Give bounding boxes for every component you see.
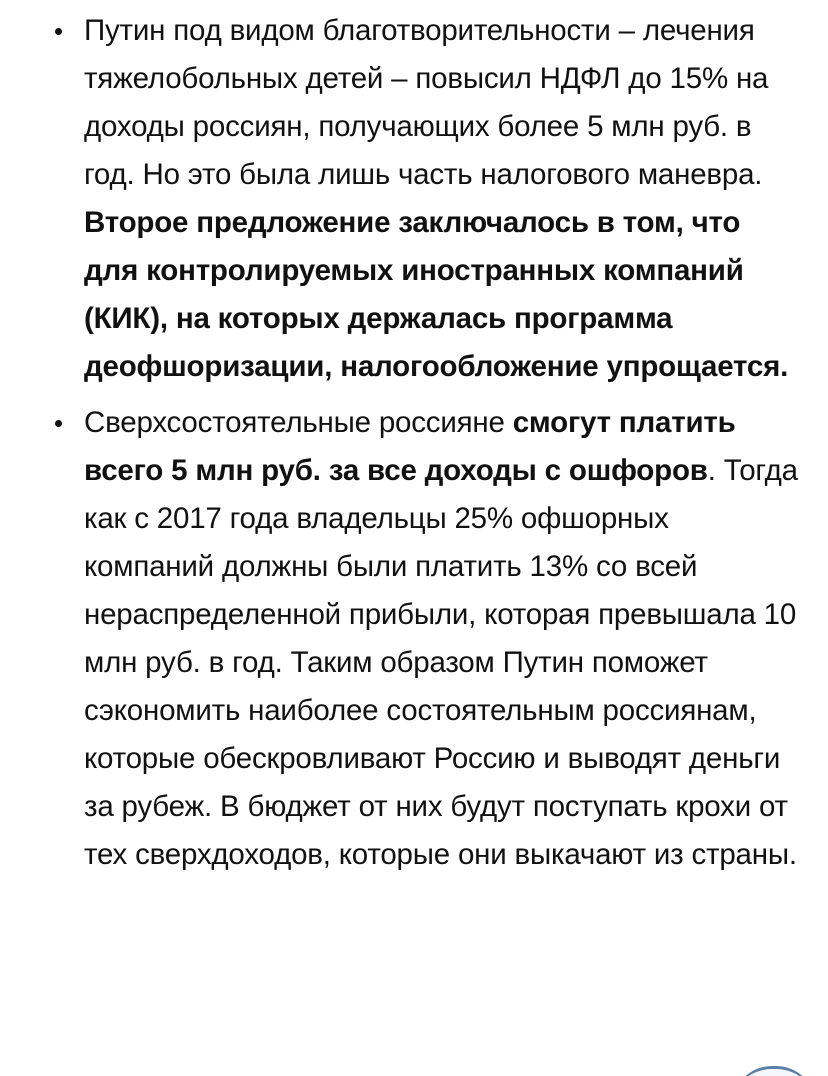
bullet-2-regular-text-after: . Тогда как с 2017 года владельцы 25% офшорных компаний должны были платить 13% со всей нераспределенной прибыли, которая превышала 10 млн руб. в год. Таким образом Путин поможет сэкономить наиболее состоятельным россиянам, которые обескровливают Россию и выводят деньги за рубеж. В бюджет от них будут поступать крохи от тех сверхдоходов, которые они выкачают из страны. [84, 454, 798, 871]
bullet-1-bold-text: Второе предложение заключалось в том, что для контролируемых иностранных компаний (КИК), на которых держалась программа деофшоризации, налогообложение упрощается. [84, 206, 789, 383]
bullet-item-2 [0, 399, 828, 879]
bullet-item-1 [0, 7, 828, 391]
bullet-2-regular-text-before: Сверхсостоятельные россияне [84, 406, 513, 439]
bullet-dot-icon [55, 28, 62, 35]
bullet-list [0, 7, 828, 879]
bullet-2-bold-text: смогут платить всего 5 млн руб. за все доходы с ошфоров [84, 406, 736, 487]
bullet-dot-icon [55, 420, 62, 427]
bullet-1-regular-text: Путин под видом благотворительности – лечения тяжелобольных детей – повысил НДФЛ до 15% на доходы россиян, получающих более 5 млн руб. в год. Но это была лишь часть налогового маневра. [84, 14, 769, 191]
floating-action-button[interactable] [732, 1066, 816, 1076]
